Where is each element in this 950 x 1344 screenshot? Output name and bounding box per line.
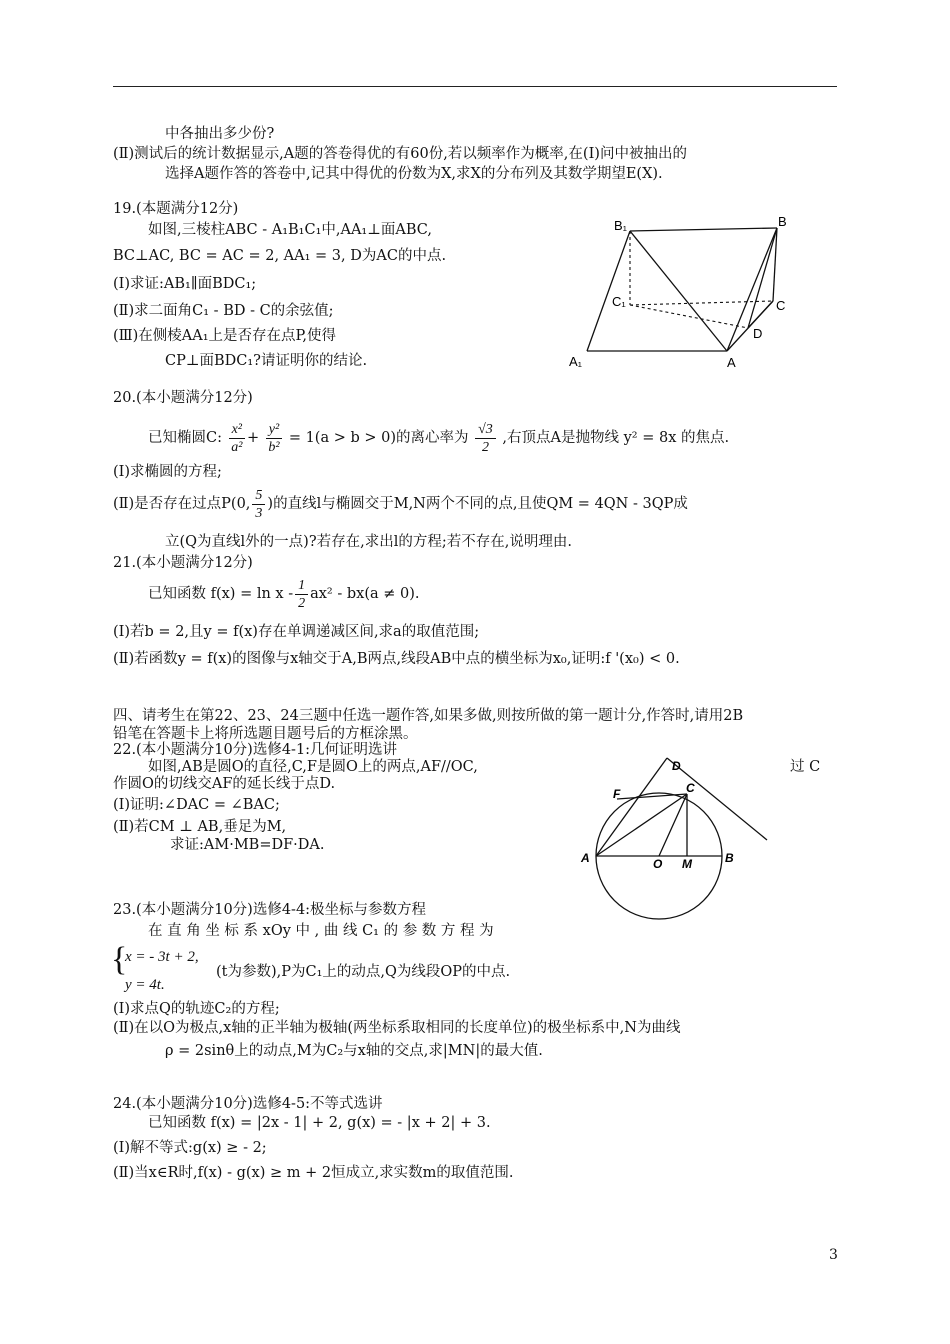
q23-part3: ρ = 2sinθ上的动点,M为C₂与x轴的交点,求|MN|的最大值. [165, 1043, 543, 1059]
q24-part1: (Ⅰ)解不等式:g(x) ≥ - 2; [113, 1140, 267, 1156]
q19-line1: 如图,三棱柱ABC - A₁B₁C₁中,AA₁⊥面ABC, [148, 222, 432, 238]
frac-y2-b2: $\frac{\text{y²}}{\text{b²}}$ [266, 421, 282, 456]
q22-line2: 作圆O的切线交AF的延长线于点D. [113, 776, 336, 792]
q23-line2: (t为参数),P为C₁上的动点,Q为线段OP的中点. [216, 964, 511, 980]
label-B1: B₁ [614, 218, 628, 233]
q23-eq1: x = - 3t + 2, [125, 949, 199, 965]
label-O: O [653, 857, 663, 871]
q23-part2: (Ⅱ)在以O为极点,x轴的正半轴为极轴(两坐标系取相同的长度单位)的极坐标系中,N为曲线 [113, 1020, 681, 1036]
label-C: C [686, 781, 695, 795]
q18-line3: 选择A题作答的答卷中,记其中得优的份数为X,求X的分布列及其数学期望E(X). [165, 166, 663, 182]
q20-line1: 已知椭圆C: $\frac{\text{x²}}{\text{a²}}$ + $\frac{\text{y²}}{\text{b²}}$ = 1(a > b > 0)的离心率为 $\frac{√3}{2}$ ,右顶点A是抛物线 y² = 8x 的焦点. [148, 421, 730, 455]
q19-part4: CP⊥面BDC₁?请证明你的结论. [165, 353, 368, 369]
section4-line1: 四、请考生在第22、23、24三题中任选一题作答,如果多做,则按所做的第一题计分,作答时,请用2B [113, 708, 744, 724]
frac-1-2: $\frac{1}{2}$ [295, 577, 308, 612]
label-C: C [776, 298, 786, 313]
q23-heading: 23.(本小题满分10分)选修4-4:极坐标与参数方程 [113, 902, 427, 918]
q24-line1: 已知函数 f(x) = |2x - 1| + 2, g(x) = - |x + 2| + 3. [148, 1115, 491, 1131]
q23-eq2: y = 4t. [125, 977, 165, 993]
frac-x2-a2: $\frac{\text{x²}}{\text{a²}}$ [229, 421, 245, 456]
page-number: 3 [829, 1247, 838, 1263]
q22-heading: 22.(本小题满分10分)选修4-1:几何证明选讲 [113, 742, 398, 758]
label-B: B [725, 851, 734, 865]
q19-part2: (Ⅱ)求二面角C₁ - BD - C的余弦值; [113, 303, 334, 319]
section4-line2: 铅笔在答题卡上将所选题目题号后的方框涂黑。 [113, 726, 418, 742]
q23-line1: 在 直 角 坐 标 系 xOy 中 , 曲 线 C₁ 的 参 数 方 程 为 [148, 923, 494, 939]
label-D: D [672, 759, 681, 773]
q22-line1-right: 过 C [790, 759, 821, 775]
q22-part2: (Ⅱ)若CM ⊥ AB,垂足为M, [113, 819, 287, 835]
label-A: A [727, 355, 736, 370]
q21-heading: 21.(本小题满分12分) [113, 555, 253, 571]
q21-part2: (Ⅱ)若函数y = f(x)的图像与x轴交于A,B两点,线段AB中点的横坐标为x₀,证明:f '(x₀) < 0. [113, 651, 680, 667]
label-C1: C₁ [612, 294, 626, 309]
label-A1: A₁ [569, 354, 583, 369]
label-B: B [778, 214, 787, 229]
q20-part2: (Ⅱ)是否存在过点P(0, $\frac{5}{3}$ )的直线l与椭圆交于M,N两个不同的点,且使QM = 4QN - 3QP成 [113, 487, 688, 521]
system-brace: { [111, 941, 128, 978]
q22-part1: (Ⅰ)证明:∠DAC = ∠BAC; [113, 797, 280, 813]
q18-line2: (Ⅱ)测试后的统计数据显示,A题的答卷得优的有60份,若以频率作为概率,在(Ⅰ)问中被抽出的 [113, 146, 687, 162]
label-F: F [613, 787, 621, 801]
q22-part3: 求证:AM·MB=DF·DA. [170, 837, 325, 853]
q23-part1: (Ⅰ)求点Q的轨迹C₂的方程; [113, 1001, 280, 1017]
label-M: M [682, 857, 692, 871]
q22-line1: 如图,AB是圆O的直径,C,F是圆O上的两点,AF//OC, [148, 759, 478, 775]
frac-sqrt3-2: $\frac{√3}{2}$ [475, 421, 496, 456]
q18-line1: 中各抽出多少份? [165, 126, 275, 142]
q20-part1: (Ⅰ)求椭圆的方程; [113, 464, 222, 480]
q24-part2: (Ⅱ)当x∈R时,f(x) - g(x) ≥ m + 2恒成立,求实数m的取值范围. [113, 1165, 514, 1181]
header-rule [113, 86, 837, 87]
q19-line2: BC⊥AC, BC = AC = 2, AA₁ = 3, D为AC的中点. [113, 248, 447, 264]
q20-part3: 立(Q为直线l外的一点)?若存在,求出l的方程;若不存在,说明理由. [165, 534, 572, 550]
q21-line1: 已知函数 f(x) = ln x - $\frac{1}{2}$ ax² - bx(a ≠ 0). [148, 577, 420, 611]
label-A: A [581, 851, 590, 865]
q21-part1: (Ⅰ)若b = 2,且y = f(x)存在单调递减区间,求a的取值范围; [113, 624, 480, 640]
label-D: D [753, 326, 763, 341]
circle-figure [575, 750, 775, 925]
q19-heading: 19.(本题满分12分) [113, 201, 239, 217]
frac-5-3: $\frac{5}{3}$ [252, 487, 265, 522]
q19-part1: (Ⅰ)求证:AB₁∥面BDC₁; [113, 276, 257, 292]
q24-heading: 24.(本小题满分10分)选修4-5:不等式选讲 [113, 1096, 383, 1112]
prism-figure [560, 210, 800, 380]
q20-heading: 20.(本小题满分12分) [113, 390, 253, 406]
q19-part3: (Ⅲ)在侧棱AA₁上是否存在点P,使得 [113, 328, 336, 344]
